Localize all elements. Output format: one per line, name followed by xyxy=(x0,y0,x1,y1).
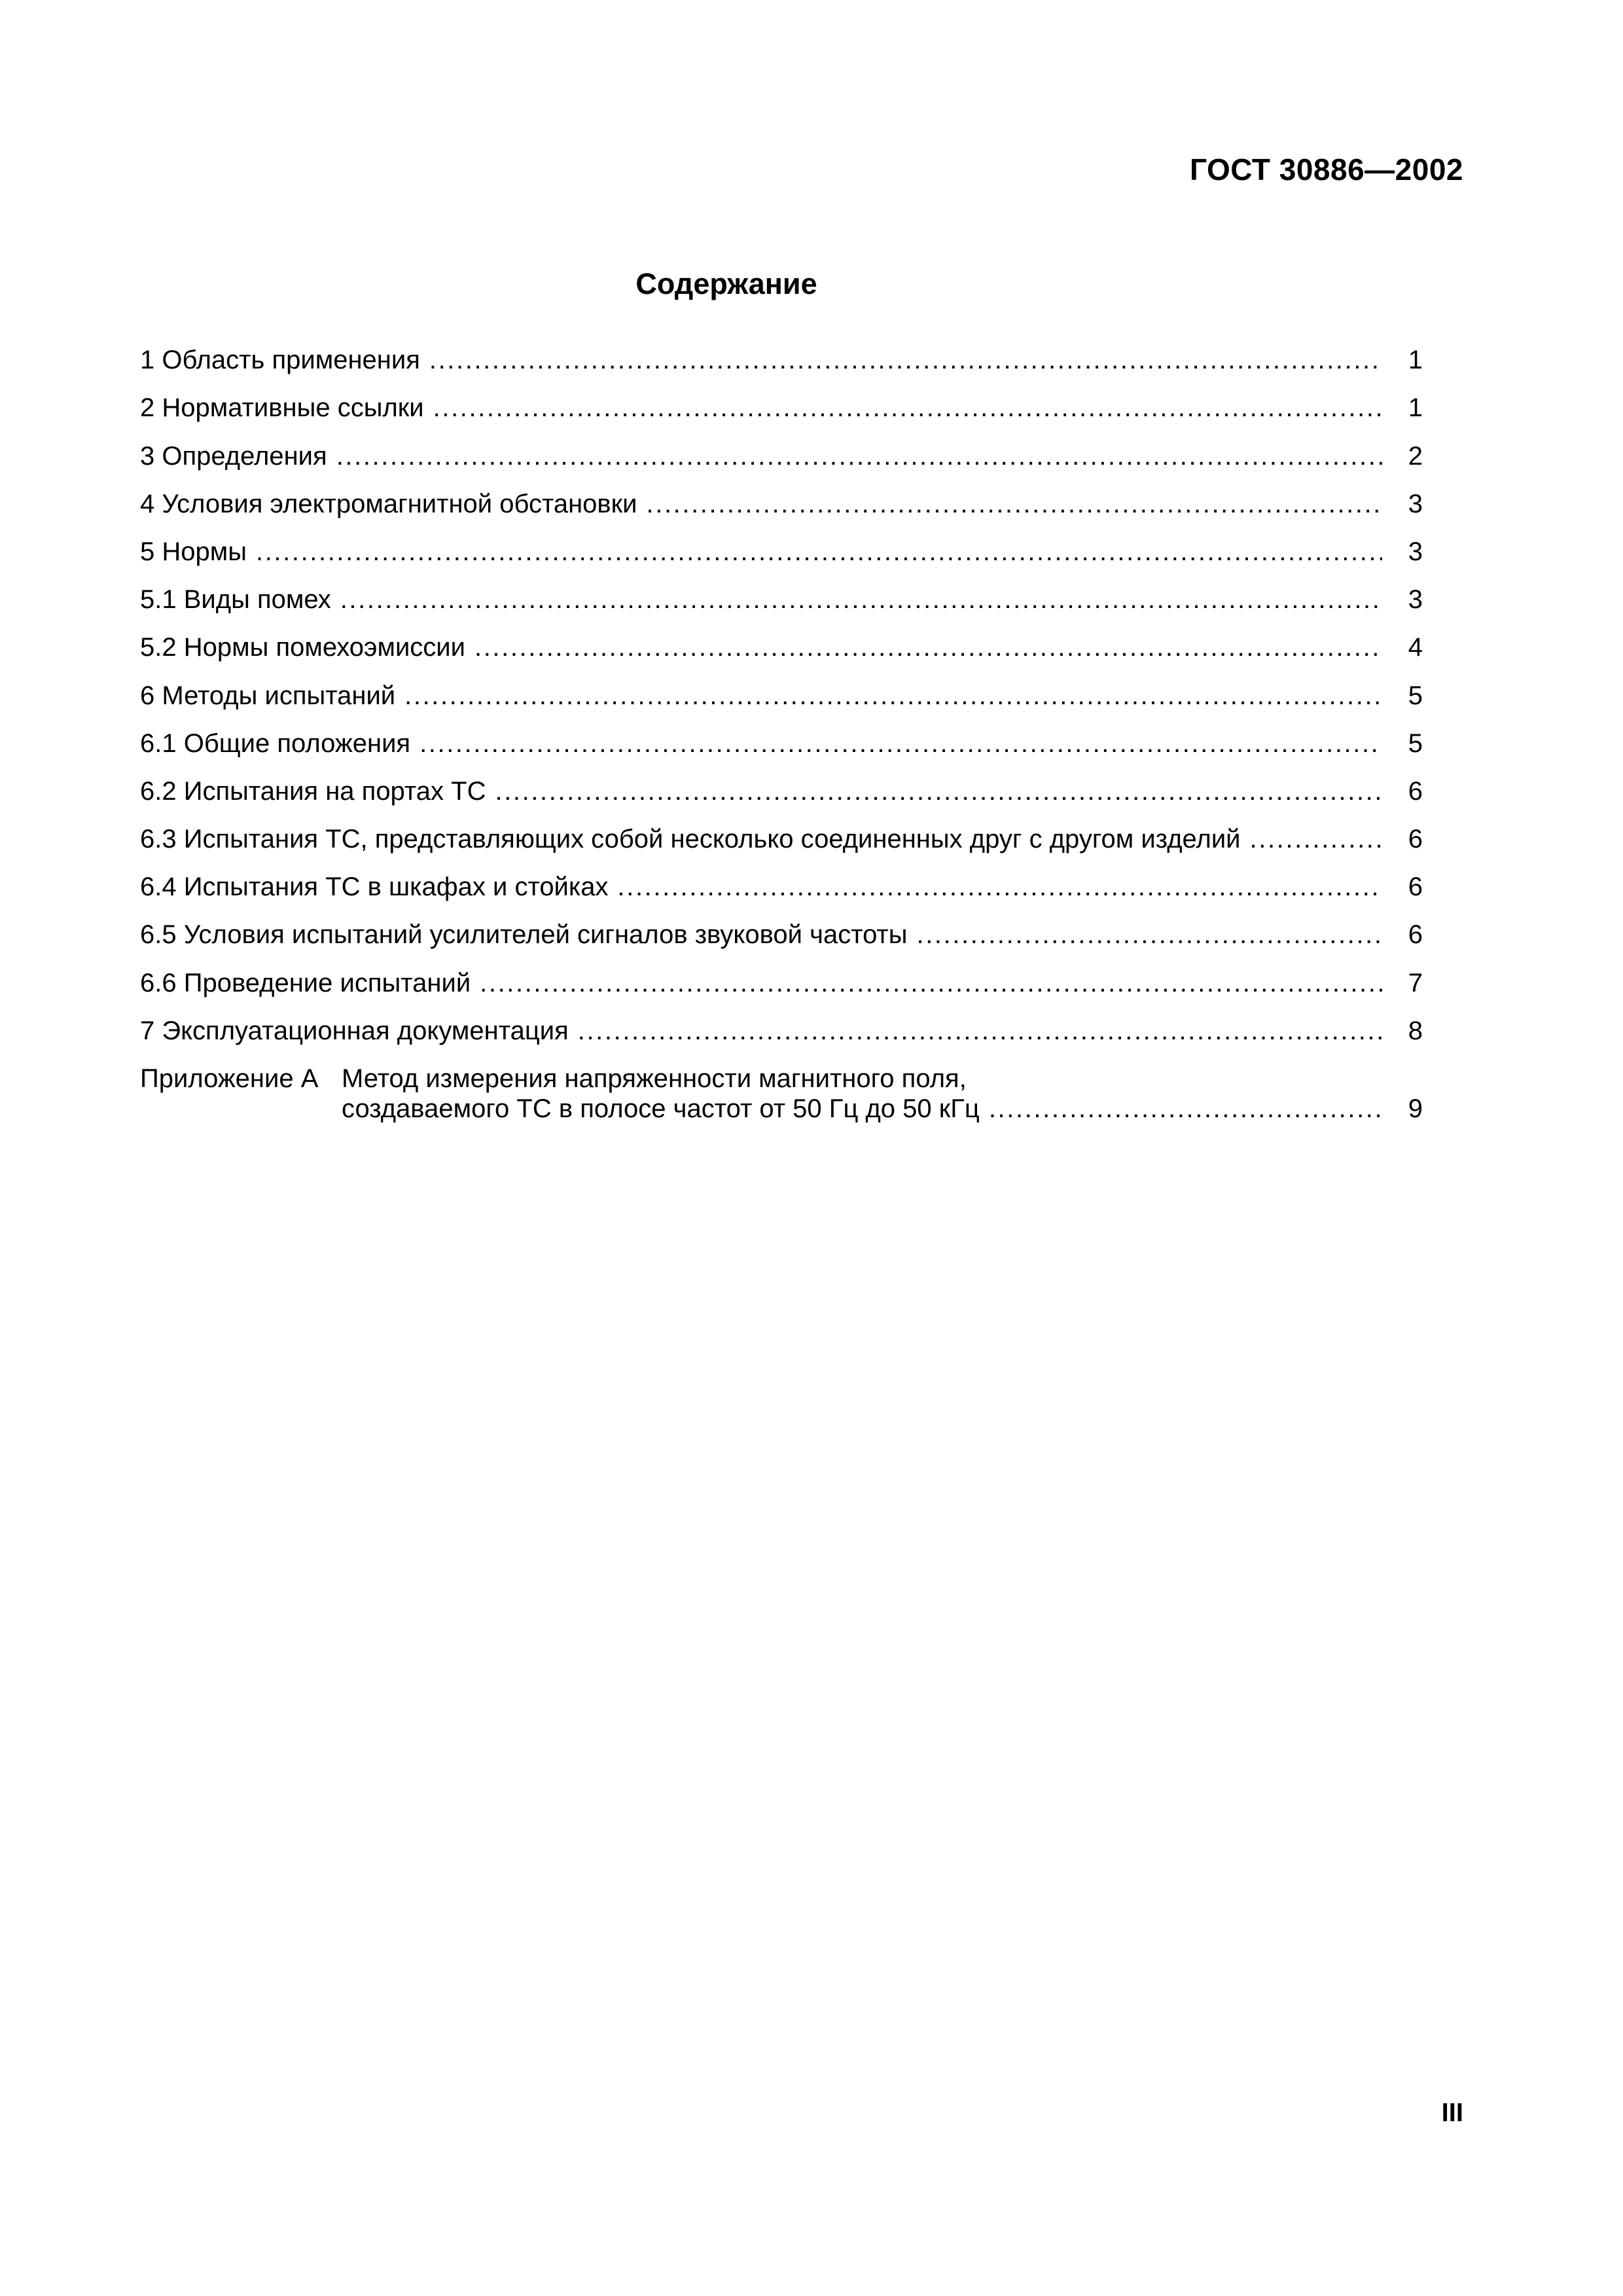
toc-dot-leader xyxy=(429,345,1382,375)
appendix-title-line1: Метод измерения напряженности магнитного поля, xyxy=(342,1064,967,1093)
toc-entry-label: 6 Методы испытаний xyxy=(140,681,396,710)
toc-entry[interactable] xyxy=(140,375,1423,423)
toc-entry-label: 4 Условия электромагнитной обстановки xyxy=(140,489,637,518)
toc-entry-page: 6 xyxy=(1408,825,1423,854)
toc-dot-leader xyxy=(404,681,1382,711)
toc-entry-page: 7 xyxy=(1408,968,1423,997)
page-number: III xyxy=(1441,2098,1463,2127)
toc-entry-label: 2 Нормативные ссылки xyxy=(140,393,424,423)
toc-entry-label: 3 Определения xyxy=(140,441,327,471)
toc-entry[interactable] xyxy=(140,950,1423,997)
toc-entry[interactable] xyxy=(140,759,1423,806)
toc-dot-leader xyxy=(647,489,1382,519)
toc-dot-leader xyxy=(433,393,1382,423)
toc-entry[interactable] xyxy=(140,902,1423,950)
document-number: ГОСТ 30886—2002 xyxy=(1190,152,1463,187)
toc-entry-page: 3 xyxy=(1408,537,1423,566)
toc-entry-label: 6.1 Общие положения xyxy=(140,728,411,758)
toc-dot-leader xyxy=(917,920,1383,950)
toc-entry[interactable] xyxy=(140,998,1423,1046)
toc-dot-leader xyxy=(480,968,1382,998)
toc-entry-page: 1 xyxy=(1408,346,1423,375)
toc-entry-label: 6.5 Условия испытаний усилителей сигналов звуковой частоты xyxy=(140,920,908,950)
toc-dot-leader xyxy=(474,632,1382,662)
toc-entry-page: 1 xyxy=(1408,393,1423,423)
toc-entry-label: 6.3 Испытания ТС, представляющих собой несколько соединенных друг с другом изделий xyxy=(140,825,1241,854)
toc-entry-label: 5.1 Виды помех xyxy=(140,585,331,615)
toc-entry-page: 5 xyxy=(1408,681,1423,710)
toc-dot-leader xyxy=(340,584,1382,615)
appendix-prefix: Приложение А xyxy=(140,1064,319,1093)
toc-entry-page: 3 xyxy=(1408,489,1423,518)
toc-dot-leader xyxy=(256,537,1382,567)
toc-dot-leader xyxy=(989,1094,1382,1124)
toc-entry[interactable] xyxy=(140,327,1423,375)
toc-dot-leader xyxy=(419,728,1382,759)
toc-entry[interactable] xyxy=(140,423,1423,471)
appendix-title-line2: создаваемого ТС в полосе частот от 50 Гц до 50 кГц xyxy=(342,1094,980,1123)
toc-entry[interactable] xyxy=(140,662,1423,710)
toc-entry-label: 5.2 Нормы помехоэмиссии xyxy=(140,633,465,662)
toc-entry-label: 5 Нормы xyxy=(140,537,247,566)
toc-entry[interactable] xyxy=(140,615,1423,662)
toc-dot-leader xyxy=(336,441,1382,471)
appendix-first-line xyxy=(140,1064,1423,1094)
toc-entry-page: 3 xyxy=(1408,585,1423,615)
toc-entry[interactable] xyxy=(140,471,1423,519)
toc-dot-leader xyxy=(578,1016,1382,1046)
toc-entry-page: 4 xyxy=(1408,633,1423,662)
toc-entry-label: 1 Область применения xyxy=(140,346,420,375)
appendix-second-line xyxy=(140,1094,1423,1124)
toc-entry-page: 6 xyxy=(1408,872,1423,902)
toc-entry-page: 6 xyxy=(1408,776,1423,806)
toc-entry-page: 9 xyxy=(1408,1094,1423,1123)
toc-entry-label: 6.2 Испытания на портах ТС xyxy=(140,776,486,806)
toc-dot-leader xyxy=(618,872,1382,902)
toc-dot-leader xyxy=(495,776,1382,806)
toc-dot-leader xyxy=(1250,824,1382,854)
toc-entry-page: 6 xyxy=(1408,920,1423,950)
toc-entry-label: 6.4 Испытания ТС в шкафах и стойках xyxy=(140,872,609,902)
toc-entry-label: 6.6 Проведение испытаний xyxy=(140,968,471,997)
toc-entry-page: 5 xyxy=(1408,728,1423,758)
toc-entry[interactable] xyxy=(140,567,1423,615)
toc-entry[interactable] xyxy=(140,711,1423,759)
toc-entry[interactable] xyxy=(140,854,1423,902)
toc-entry[interactable] xyxy=(140,806,1423,854)
toc-appendix-entry[interactable] xyxy=(140,1064,1423,1124)
table-of-contents xyxy=(140,327,1423,1124)
toc-title: Содержание xyxy=(635,267,817,300)
toc-entry[interactable] xyxy=(140,519,1423,567)
toc-entry-label: 7 Эксплуатационная документация xyxy=(140,1016,569,1045)
toc-entry-page: 8 xyxy=(1408,1016,1423,1045)
toc-entry-page: 2 xyxy=(1408,441,1423,471)
